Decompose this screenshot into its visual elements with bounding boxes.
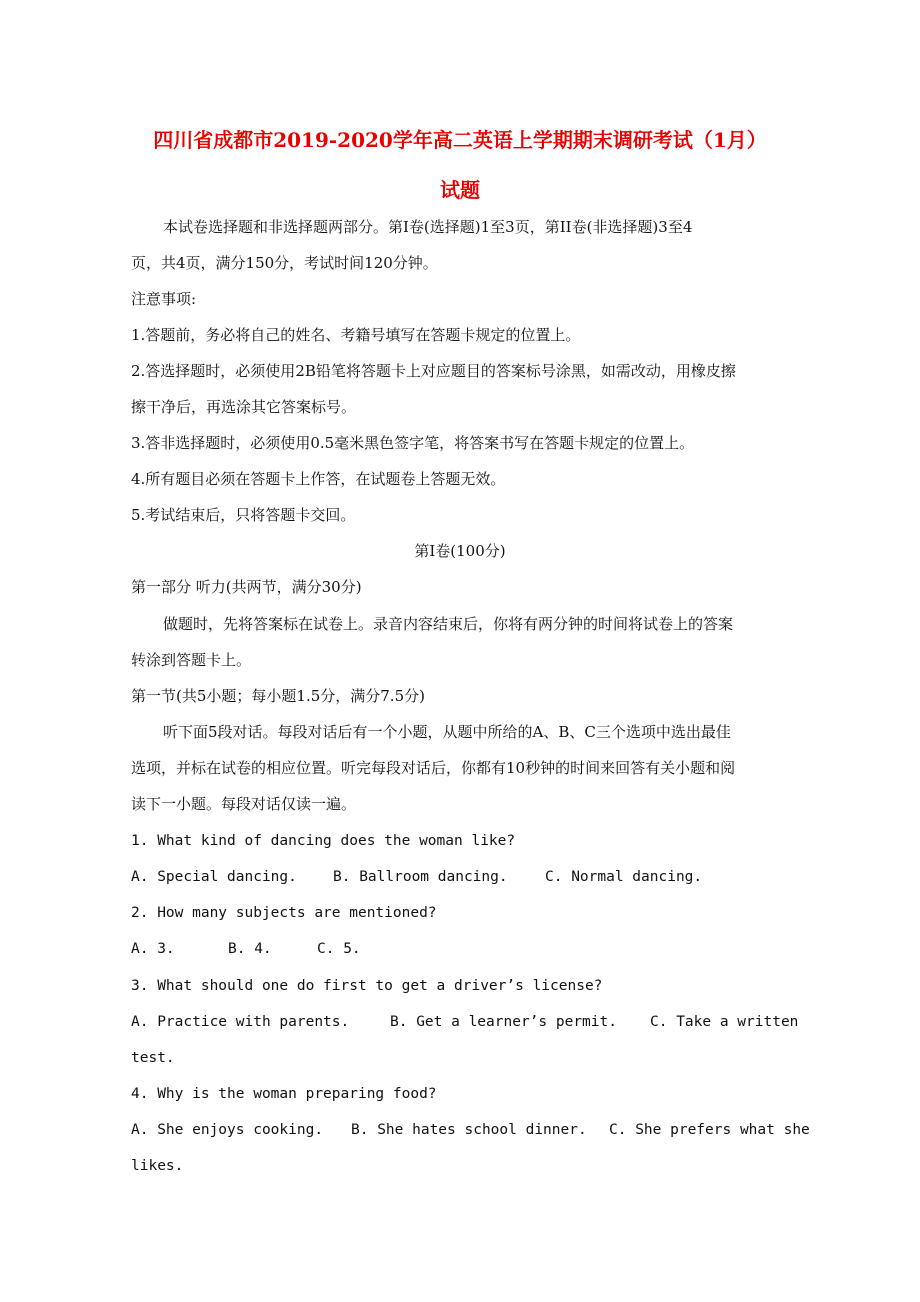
part1-heading: 第一部分 听力(共两节，满分30分) bbox=[131, 578, 362, 596]
q4-option-c-continued: likes. bbox=[131, 1158, 184, 1174]
document-title-line1: 四川省成都市2019-2020学年高二英语上学期期末调研考试（1月） bbox=[153, 128, 767, 152]
q3-option-c-continued: test. bbox=[131, 1050, 175, 1066]
notice-item-3: 3.答非选择题时，必须使用0.5毫米黑色签字笔，将答案书写在答题卡规定的位置上。 bbox=[131, 434, 695, 452]
q4-option-c: C. She prefers what she bbox=[609, 1122, 810, 1138]
notice-item-2a: 2.答选择题时，必须使用2B铅笔将答题卡上对应题目的答案标号涂黑，如需改动，用橡皮擦 bbox=[131, 362, 736, 380]
section1-instruction-c: 读下一小题。每段对话仅读一遍。 bbox=[131, 795, 357, 813]
q1-option-c: C. Normal dancing. bbox=[545, 869, 703, 885]
q4-option-b: B. She hates school dinner. bbox=[351, 1122, 587, 1138]
question-3: 3. What should one do first to get a driver’s license? bbox=[131, 978, 603, 994]
part1-instruction-a: 做题时，先将答案标在试卷上。录音内容结束后，你将有两分钟的时间将试卷上的答案 bbox=[163, 615, 734, 633]
question-4: 4. Why is the woman preparing food? bbox=[131, 1086, 437, 1102]
part1-instruction-b: 转涂到答题卡上。 bbox=[131, 651, 252, 669]
q1-option-a: A. Special dancing. bbox=[131, 869, 297, 885]
section1-instruction-b: 选项，并标在试卷的相应位置。听完每段对话后，你都有10秒钟的时间来回答有关小题和阅 bbox=[131, 759, 736, 777]
intro-line1: 本试卷选择题和非选择题两部分。第I卷(选择题)1至3页，第II卷(非选择题)3至4 bbox=[163, 218, 693, 236]
question-2: 2. How many subjects are mentioned? bbox=[131, 905, 437, 921]
q4-option-a: A. She enjoys cooking. bbox=[131, 1122, 324, 1138]
document-title-line2: 试题 bbox=[440, 178, 480, 202]
q2-option-b: B. 4. bbox=[228, 941, 272, 957]
q1-option-b: B. Ballroom dancing. bbox=[333, 869, 508, 885]
notice-heading: 注意事项: bbox=[131, 290, 197, 308]
notice-item-1: 1.答题前，务必将自己的姓名、考籍号填写在答题卡规定的位置上。 bbox=[131, 326, 581, 344]
question-1: 1. What kind of dancing does the woman like? bbox=[131, 833, 516, 849]
q2-option-a: A. 3. bbox=[131, 941, 175, 957]
section1-instruction-a: 听下面5段对话。每段对话后有一个小题，从题中所给的A、B、C三个选项中选出最佳 bbox=[163, 723, 731, 741]
intro-line2: 页，共4页，满分150分，考试时间120分钟。 bbox=[131, 254, 438, 272]
section1-heading: 第一节(共5小题；每小题1.5分，满分7.5分) bbox=[131, 687, 425, 705]
q2-option-c: C. 5. bbox=[317, 941, 361, 957]
q3-option-a: A. Practice with parents. bbox=[131, 1014, 350, 1030]
notice-item-5: 5.考试结束后，只将答题卡交回。 bbox=[131, 506, 356, 524]
q3-option-c: C. Take a written bbox=[650, 1014, 799, 1030]
notice-item-2b: 擦干净后，再选涂其它答案标号。 bbox=[131, 398, 357, 416]
section-title: 第I卷(100分) bbox=[414, 542, 506, 560]
notice-item-4: 4.所有题目必须在答题卡上作答，在试题卷上答题无效。 bbox=[131, 470, 506, 488]
q3-option-b: B. Get a learner’s permit. bbox=[390, 1014, 617, 1030]
